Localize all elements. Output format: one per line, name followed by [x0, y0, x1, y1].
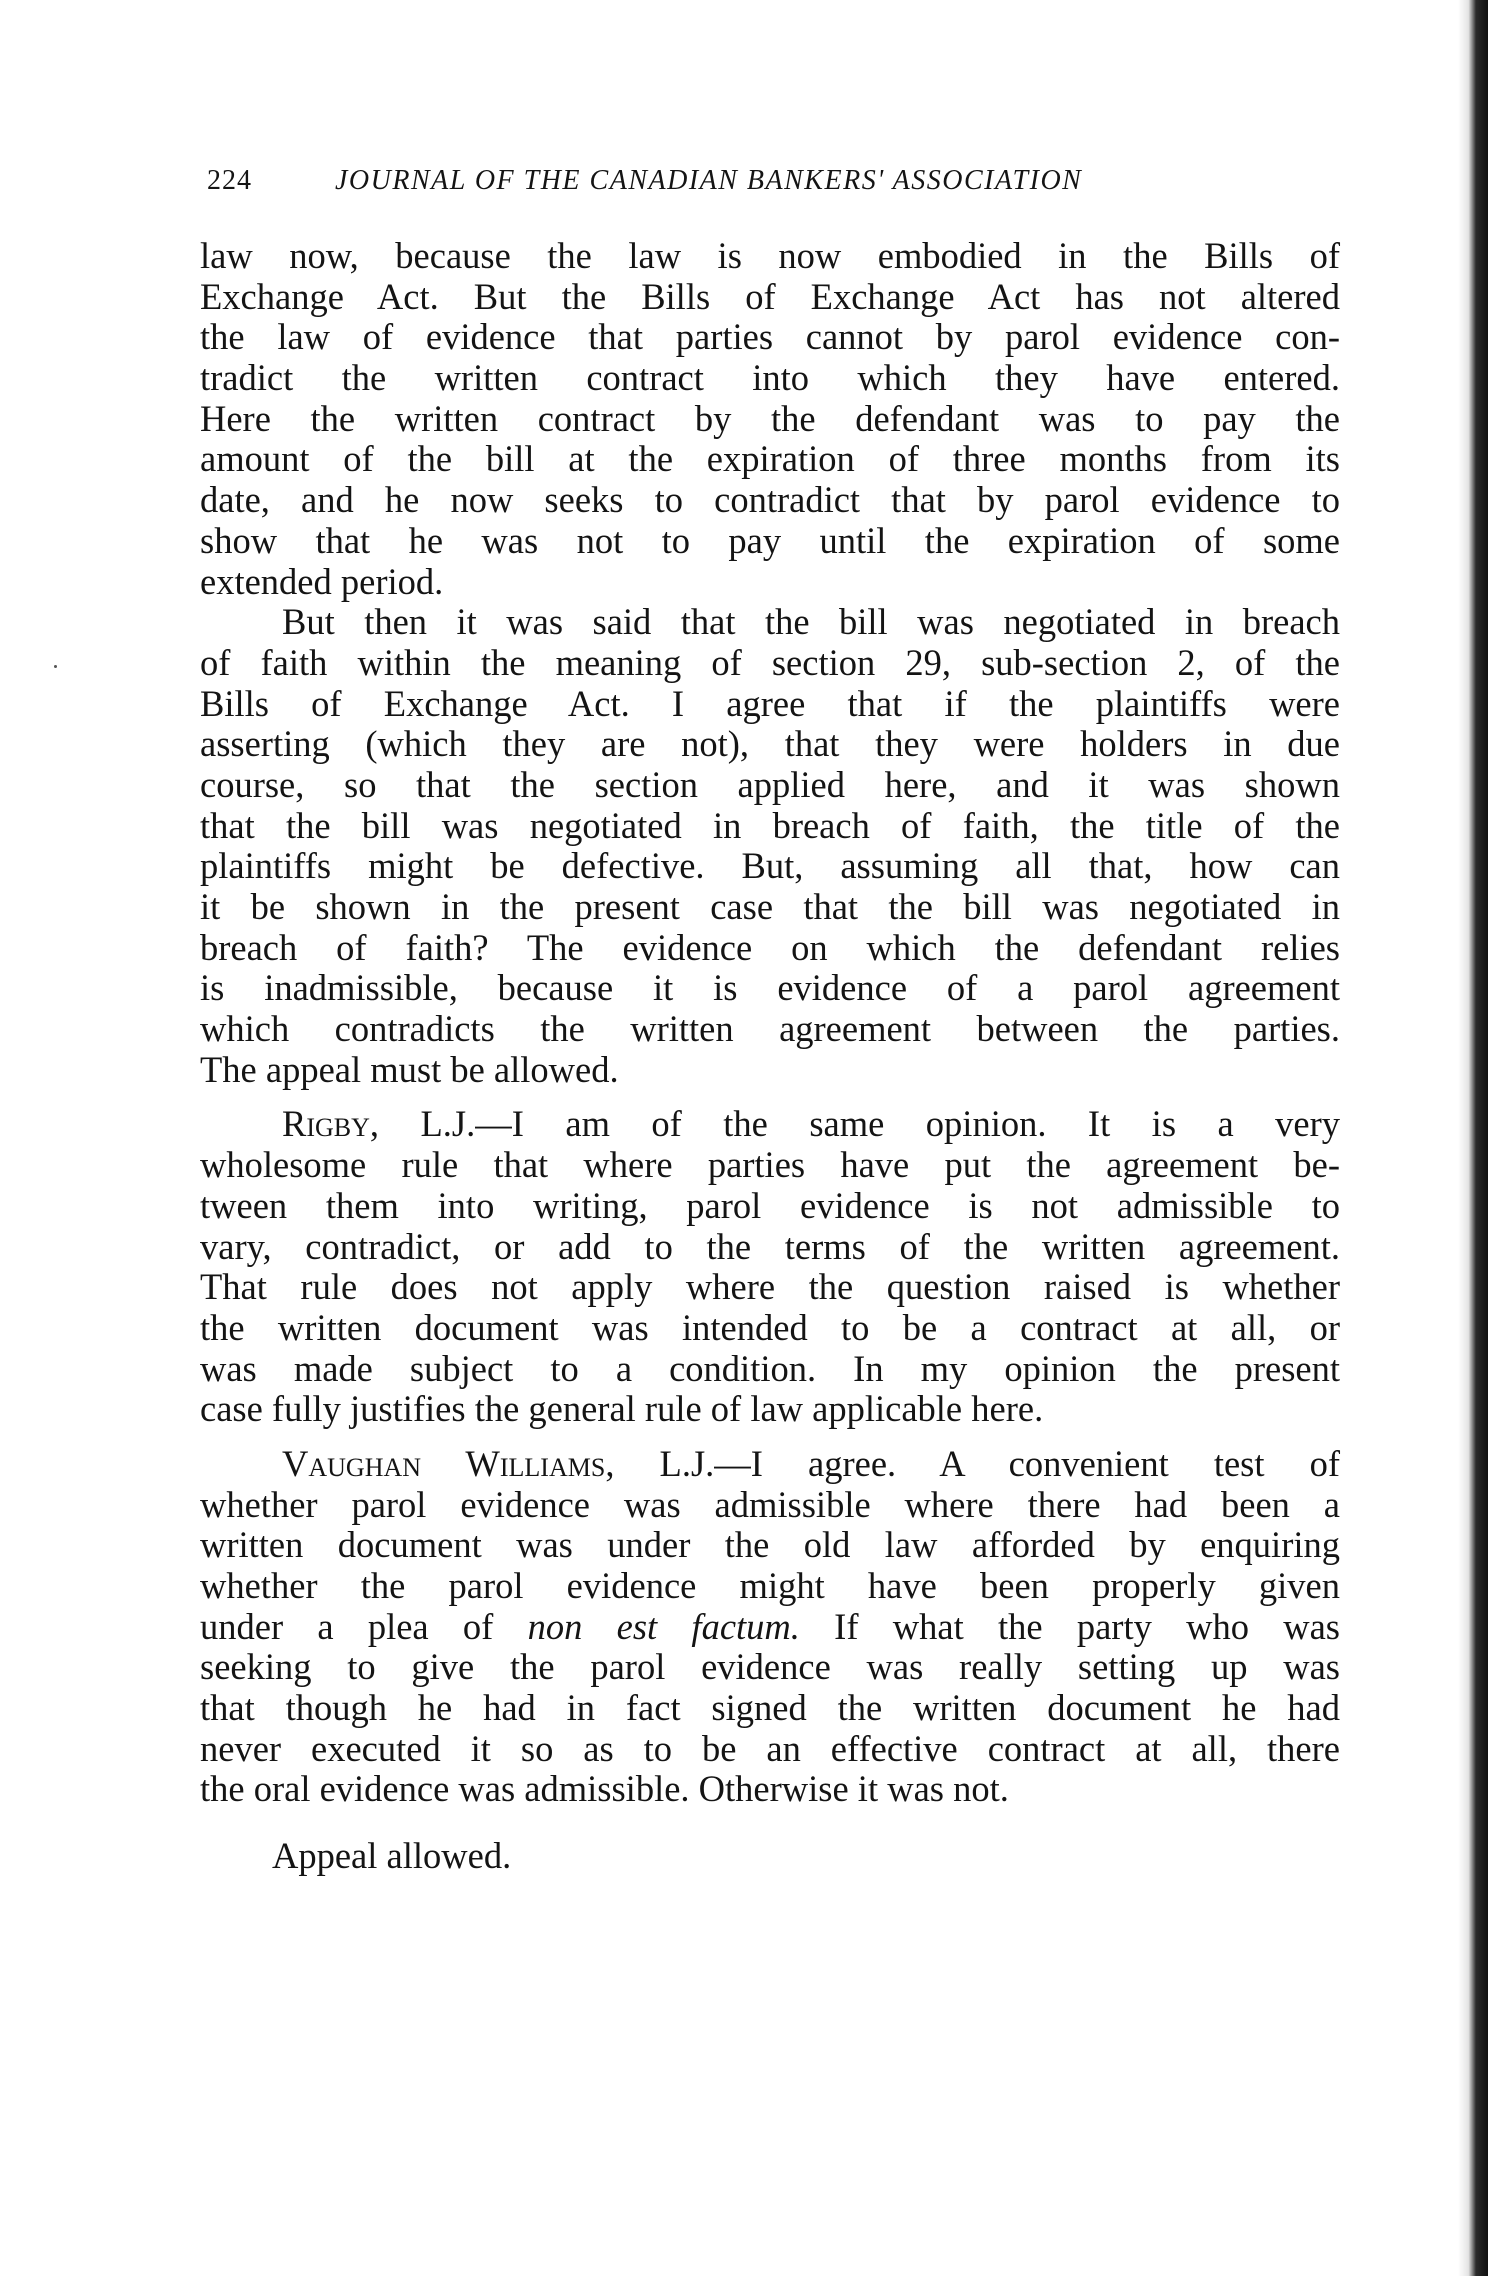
text-line: tween them into writing, parol evidence is not admissible to — [200, 1184, 1340, 1226]
text-line: date, and he now seeks to contradict that by parol evidence to — [200, 479, 1340, 521]
text-line: asserting (which they are not), that they were holders in due — [200, 723, 1340, 765]
text-line: That rule does not apply where the question raised is whether — [200, 1266, 1340, 1308]
text-line: law now, because the law is now embodied in the Bills of — [200, 235, 1340, 276]
text-line — [200, 1104, 1340, 1145]
paragraph-4 — [200, 1444, 1340, 1810]
text-line: Here the written contract by the defendant was to pay the — [200, 397, 1340, 439]
paragraph-3 — [200, 1104, 1340, 1430]
text-line: Bills of Exchange Act. I agree that if the plaintiffs were — [200, 682, 1340, 724]
text-line: course, so that the section applied here, and it was shown — [200, 763, 1340, 805]
text-line: extended period. — [200, 560, 444, 602]
text-line: which contradicts the written agreement between the parties. — [200, 1008, 1340, 1050]
page-number: 224 — [207, 165, 252, 196]
text-line: was made subject to a condition. In my opinion the present — [200, 1347, 1340, 1389]
text-line: that the bill was negotiated in breach of faith, the title of the — [200, 804, 1340, 846]
page-edge-shadow — [1458, 0, 1488, 2276]
speaker-name: Rigby, L.J. — [282, 1103, 476, 1145]
text-line: But then it was said that the bill was negotiated in breach — [282, 601, 1340, 643]
text-line: the law of evidence that parties cannot by parol evidence con- — [200, 316, 1340, 358]
page-header — [207, 165, 1287, 205]
text-segment: —I am of the same opinion. It is a very — [475, 1103, 1341, 1145]
closing-line: Appeal allowed. — [272, 1835, 512, 1876]
text-line: vary, contradict, or add to the terms of the written agreement. — [200, 1225, 1340, 1267]
text-line: plaintiffs might be defective. But, assuming all that, how can — [200, 845, 1340, 887]
body-text — [200, 236, 1340, 1810]
text-line — [200, 1607, 1340, 1648]
running-title: JOURNAL OF THE CANADIAN BANKERS' ASSOCIATION — [335, 165, 1083, 196]
text-line: that though he had in fact signed the written document he had — [200, 1687, 1340, 1729]
page-speck — [54, 665, 57, 668]
speaker-name: Vaughan Williams, L.J. — [282, 1442, 715, 1484]
text-segment: —I agree. A convenient test of — [714, 1442, 1341, 1484]
text-line: amount of the bill at the expiration of three months from its — [200, 438, 1340, 480]
text-line: it be shown in the present case that the bill was negotiated in — [200, 886, 1340, 927]
text-line: whether the parol evidence might have been properly given — [200, 1565, 1340, 1606]
text-line: The appeal must be allowed. — [200, 1048, 619, 1090]
text-segment: under a plea of — [200, 1605, 528, 1647]
text-line: breach of faith? The evidence on which the defendant relies — [200, 926, 1340, 968]
text-line: is inadmissible, because it is evidence of a parol agreement — [200, 967, 1340, 1009]
text-line: written document was under the old law afforded by enquiring — [200, 1524, 1340, 1566]
text-line — [200, 1444, 1340, 1485]
text-line: whether parol evidence was admissible where there had been a — [200, 1483, 1340, 1525]
text-line: never executed it so as to be an effective contract at all, there — [200, 1727, 1340, 1769]
paragraph-1 — [200, 236, 1340, 602]
text-line: tradict the written contract into which they have entered. — [200, 357, 1340, 399]
text-line: of faith within the meaning of section 29, sub-section 2, of the — [200, 641, 1340, 683]
text-line: case fully justifies the general rule of law applicable here. — [200, 1388, 1044, 1430]
text-line: the written document was intended to be a contract at all, or — [200, 1306, 1340, 1348]
text-line: seeking to give the parol evidence was really setting up was — [200, 1646, 1340, 1688]
text-line: Exchange Act. But the Bills of Exchange Act has not altered — [200, 275, 1340, 317]
text-segment: If what the party who was — [799, 1605, 1340, 1647]
latin-phrase: non est factum. — [527, 1605, 800, 1647]
paragraph-2 — [200, 602, 1340, 1090]
text-line: the oral evidence was admissible. Otherwise it was not. — [200, 1768, 1009, 1810]
text-line: wholesome rule that where parties have put the agreement be- — [200, 1144, 1340, 1186]
text-line: show that he was not to pay until the expiration of some — [200, 519, 1340, 561]
